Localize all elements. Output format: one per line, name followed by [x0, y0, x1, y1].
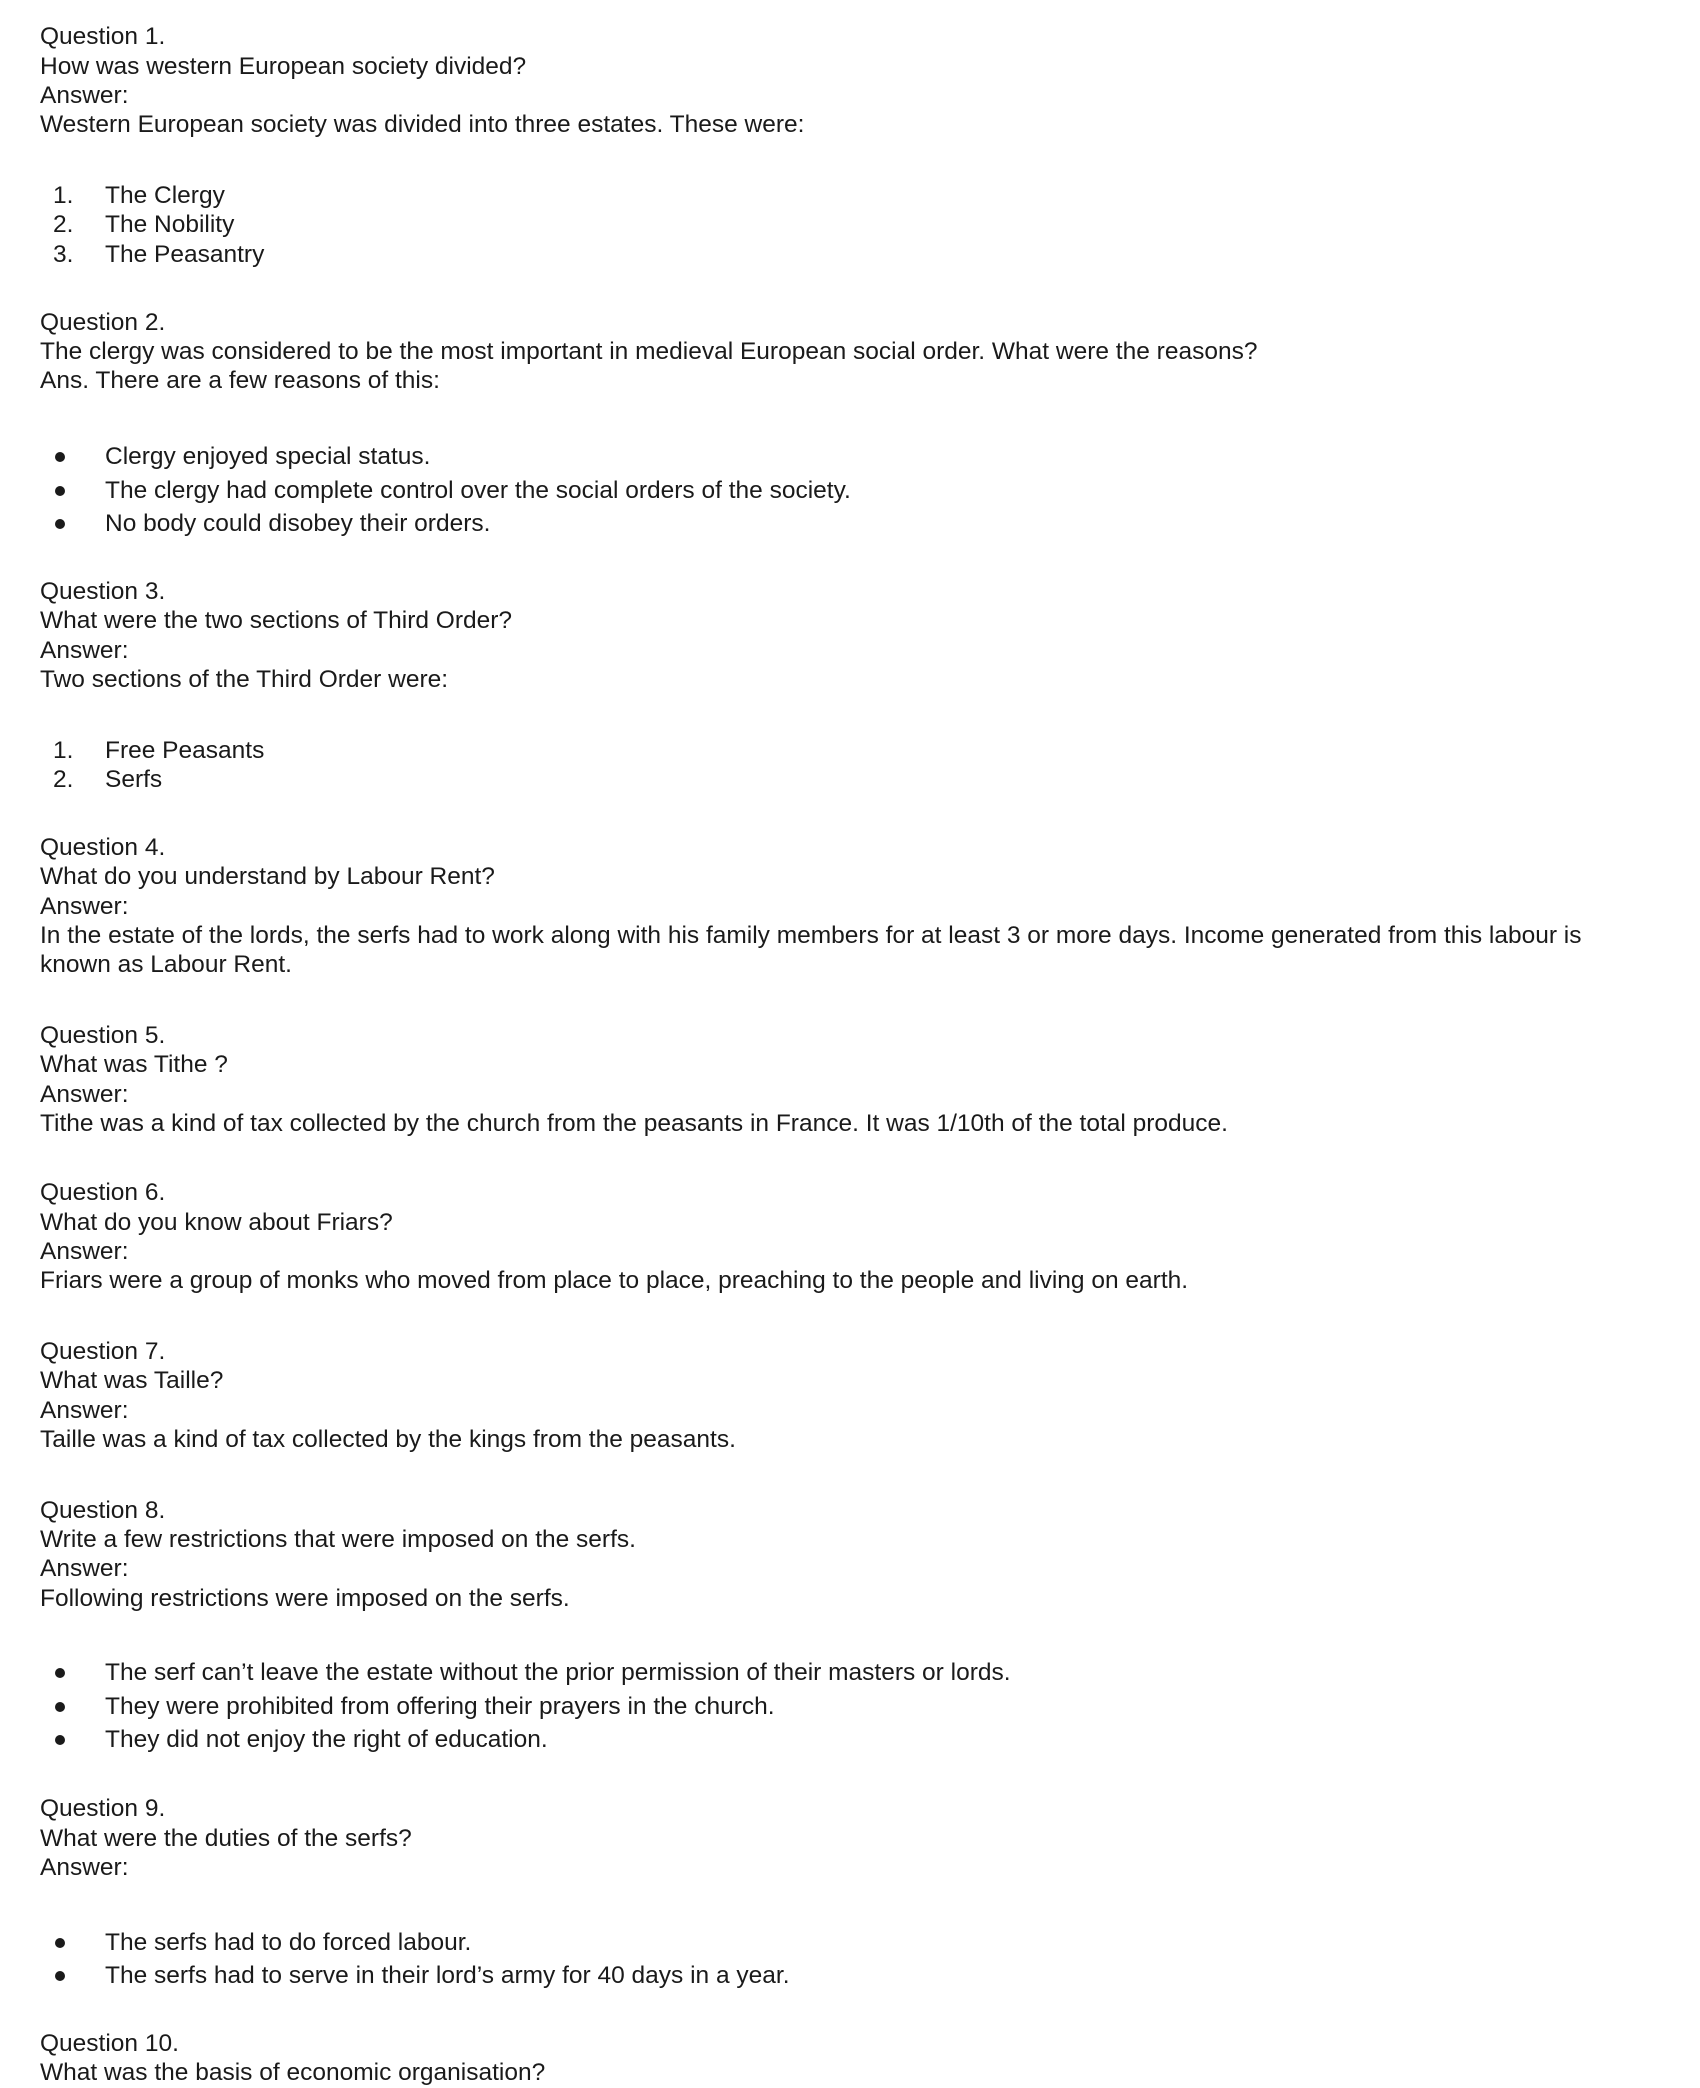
list-number: 1. — [53, 736, 74, 764]
answer-label: Answer: — [40, 1854, 129, 1881]
list-item: The serf can’t leave the estate without the prior permission of their masters or lords. — [105, 1659, 1011, 1687]
list-number: 1. — [53, 182, 74, 209]
answer-label: Answer: — [40, 82, 129, 109]
bullet-icon — [55, 1735, 65, 1745]
list-item: Clergy enjoyed special status. — [105, 443, 431, 471]
list-item: The Nobility — [105, 211, 235, 239]
question-text: What do you know about Friars? — [40, 1208, 393, 1236]
list-item: Serfs — [105, 766, 163, 793]
answer-text: Two sections of the Third Order were: — [40, 666, 449, 693]
bullet-icon — [55, 1668, 65, 1678]
bullet-icon — [55, 1971, 65, 1981]
question-text: How was western European society divided? — [40, 52, 527, 80]
answer-text: Friars were a group of monks who moved from place to place, preaching to the people and living on earth. — [40, 1267, 1189, 1295]
answer-text: In the estate of the lords, the serfs had to work along with his family members for at least 3 or more days. Income generated from this labour is — [40, 922, 1582, 949]
question-text: What was Taille? — [40, 1367, 224, 1395]
bullet-icon — [55, 452, 65, 462]
list-item: They were prohibited from offering their prayers in the church. — [105, 1692, 775, 1720]
list-item: They did not enjoy the right of education. — [105, 1726, 548, 1753]
answer-text: known as Labour Rent. — [40, 951, 292, 979]
answer-label: Answer: — [40, 1396, 129, 1424]
list-item: The serfs had to serve in their lord’s army for 40 days in a year. — [105, 1962, 790, 1989]
question-text: What do you understand by Labour Rent? — [40, 863, 495, 891]
question-text: What were the two sections of Third Order? — [40, 607, 513, 635]
answer-label: Ans. There are a few reasons of this: — [40, 367, 440, 395]
question-label: Question 10. — [40, 2030, 179, 2057]
question-text: What was Tithe ? — [40, 1051, 228, 1079]
answer-text: Following restrictions were imposed on the serfs. — [40, 1584, 570, 1612]
question-label: Question 4. — [40, 834, 166, 861]
answer-text: Tithe was a kind of tax collected by the church from the peasants in France. It was 1/10th of the total produce. — [40, 1110, 1228, 1137]
answer-label: Answer: — [40, 892, 129, 920]
answer-label: Answer: — [40, 1238, 129, 1265]
answer-label: Answer: — [40, 1555, 129, 1583]
list-item: Free Peasants — [105, 736, 265, 764]
question-text: The clergy was considered to be the most important in medieval European social order. What were the reasons? — [40, 338, 1258, 365]
question-label: Question 2. — [40, 308, 166, 336]
answer-text: Western European society was divided into three estates. These were: — [40, 111, 805, 139]
question-label: Question 3. — [40, 578, 166, 605]
answer-label: Answer: — [40, 1080, 129, 1108]
bullet-icon — [55, 519, 65, 529]
list-item: The clergy had complete control over the social orders of the society. — [105, 476, 851, 504]
bullet-icon — [55, 1702, 65, 1712]
question-label: Question 6. — [40, 1179, 166, 1207]
question-label: Question 8. — [40, 1496, 166, 1524]
question-label: Question 5. — [40, 1022, 166, 1049]
answer-label: Answer: — [40, 636, 129, 664]
bullet-icon — [55, 486, 65, 496]
answer-text: Taille was a kind of tax collected by the kings from the peasants. — [40, 1426, 736, 1453]
list-item: The Clergy — [105, 182, 225, 209]
question-text: Write a few restrictions that were imposed on the serfs. — [40, 1526, 636, 1553]
question-text: What were the duties of the serfs? — [40, 1824, 412, 1852]
list-item: The Peasantry — [105, 240, 265, 268]
question-label: Question 9. — [40, 1795, 166, 1823]
question-label: Question 1. — [40, 23, 166, 51]
question-label: Question 7. — [40, 1338, 166, 1365]
list-number: 3. — [53, 240, 74, 268]
list-number: 2. — [53, 766, 74, 793]
question-text: What was the basis of economic organisation? — [40, 2059, 546, 2087]
bullet-icon — [55, 1938, 65, 1948]
list-number: 2. — [53, 211, 74, 239]
list-item: The serfs had to do forced labour. — [105, 1928, 472, 1956]
list-item: No body could disobey their orders. — [105, 510, 491, 537]
